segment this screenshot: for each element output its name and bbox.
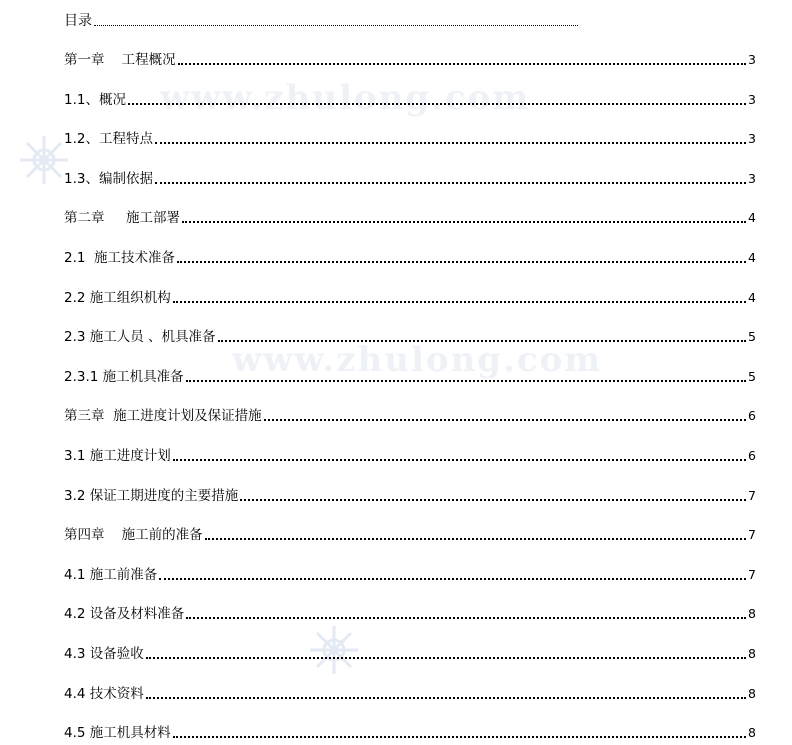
toc-entry-page-number: 7 xyxy=(748,566,756,582)
leader-dots xyxy=(186,380,746,382)
toc-entry[interactable] xyxy=(64,126,756,148)
watermark-text-mid: www.zhulong.com xyxy=(232,340,603,380)
toc-entry-page-number: 3 xyxy=(748,52,756,67)
toc-entry[interactable] xyxy=(64,403,756,425)
toc-entry[interactable] xyxy=(64,166,756,188)
leader-dots xyxy=(173,301,746,303)
toc-entry-label: 4.2 设备及材料准备 xyxy=(64,606,185,623)
toc-entry-page-number: 4 xyxy=(748,250,756,265)
toc-entry-page-number: 6 xyxy=(748,408,756,424)
toc-entry-label: 1.1、概况 xyxy=(64,91,126,108)
toc-entry-label: 4.4 技术资料 xyxy=(64,685,144,702)
toc-entry[interactable] xyxy=(64,87,756,109)
toc-entry-page-number: 7 xyxy=(748,487,756,503)
toc-entry[interactable] xyxy=(64,681,756,703)
toc-title: 目录 xyxy=(64,13,92,29)
toc-entry-page-number: 3 xyxy=(748,170,756,186)
leader-dots xyxy=(146,697,746,699)
toc-entry-page-number: 4 xyxy=(748,210,756,226)
toc-entry-page-number: 8 xyxy=(748,646,756,661)
toc-entry-label: 2.1 施工技术准备 xyxy=(64,250,176,266)
toc-entry-page-number: 3 xyxy=(748,131,756,147)
watermark-text-top: www.zhulong.com xyxy=(160,78,531,118)
leader-dots xyxy=(182,221,746,223)
toc-entry-label: 3.2 保证工期进度的主要措施 xyxy=(64,487,239,504)
leader-dots xyxy=(218,340,746,342)
toc-entry[interactable] xyxy=(64,47,756,69)
toc-entry-page-number: 8 xyxy=(748,685,756,701)
leader-dots xyxy=(128,103,746,105)
toc-entry[interactable] xyxy=(64,443,756,465)
toc-entry-label: 第四章 施工前的准备 xyxy=(64,527,203,544)
leader-dots xyxy=(146,657,746,659)
toc-entry-label: 2.3 施工人员 、机具准备 xyxy=(64,329,216,346)
toc-entry[interactable] xyxy=(64,205,756,227)
toc-entry[interactable] xyxy=(64,641,756,663)
toc-entry-page-number: 8 xyxy=(748,725,756,741)
toc-entry[interactable] xyxy=(64,483,756,505)
leader-dots xyxy=(205,538,746,540)
toc-entry-page-number: 7 xyxy=(748,527,756,543)
toc-entry-page-number: 4 xyxy=(748,289,756,305)
toc-entry[interactable] xyxy=(64,522,756,544)
toc-entry[interactable] xyxy=(64,285,756,307)
leader-dots xyxy=(240,499,746,501)
toc-heading xyxy=(64,8,578,30)
toc-entry-label: 4.3 设备验收 xyxy=(64,646,144,662)
toc-entry-page-number: 5 xyxy=(748,329,756,345)
toc-entry[interactable] xyxy=(64,324,756,346)
toc-entry-label: 第一章 工程概况 xyxy=(64,52,176,68)
leader-dots xyxy=(155,182,746,184)
leader-dots xyxy=(173,736,746,738)
toc-entry[interactable] xyxy=(64,562,756,584)
toc-entry-label: 第三章 施工进度计划及保证措施 xyxy=(64,408,262,425)
toc-entry-label: 1.2、工程特点 xyxy=(64,131,153,148)
leader-dots xyxy=(177,261,746,263)
toc-entry-page-number: 5 xyxy=(748,368,756,384)
toc-entry-page-number: 8 xyxy=(748,606,756,622)
toc-entry-label: 3.1 施工进度计划 xyxy=(64,448,171,464)
toc-entry-page-number: 6 xyxy=(748,448,756,463)
toc-entry-page-number: 3 xyxy=(748,91,756,107)
toc-entry[interactable] xyxy=(64,601,756,623)
leader-dots xyxy=(173,459,746,461)
leader-dots xyxy=(186,617,746,619)
toc-entry-label: 4.5 施工机具材料 xyxy=(64,725,171,742)
toc-entry[interactable] xyxy=(64,720,756,742)
leader-dots xyxy=(159,578,746,580)
leader-dots xyxy=(94,25,578,26)
toc-entry-label: 1.3、编制依据 xyxy=(64,170,153,187)
toc-entry-label: 第二章 施工部署 xyxy=(64,210,180,227)
toc-entry[interactable] xyxy=(64,245,756,267)
leader-dots xyxy=(178,63,746,65)
toc-entry[interactable] xyxy=(64,364,756,386)
toc-entry-label: 4.1 施工前准备 xyxy=(64,566,158,583)
leader-dots xyxy=(155,142,746,144)
leader-dots xyxy=(264,419,746,421)
toc-entry-label: 2.3.1 施工机具准备 xyxy=(64,368,184,385)
toc-entry-label: 2.2 施工组织机构 xyxy=(64,289,171,306)
